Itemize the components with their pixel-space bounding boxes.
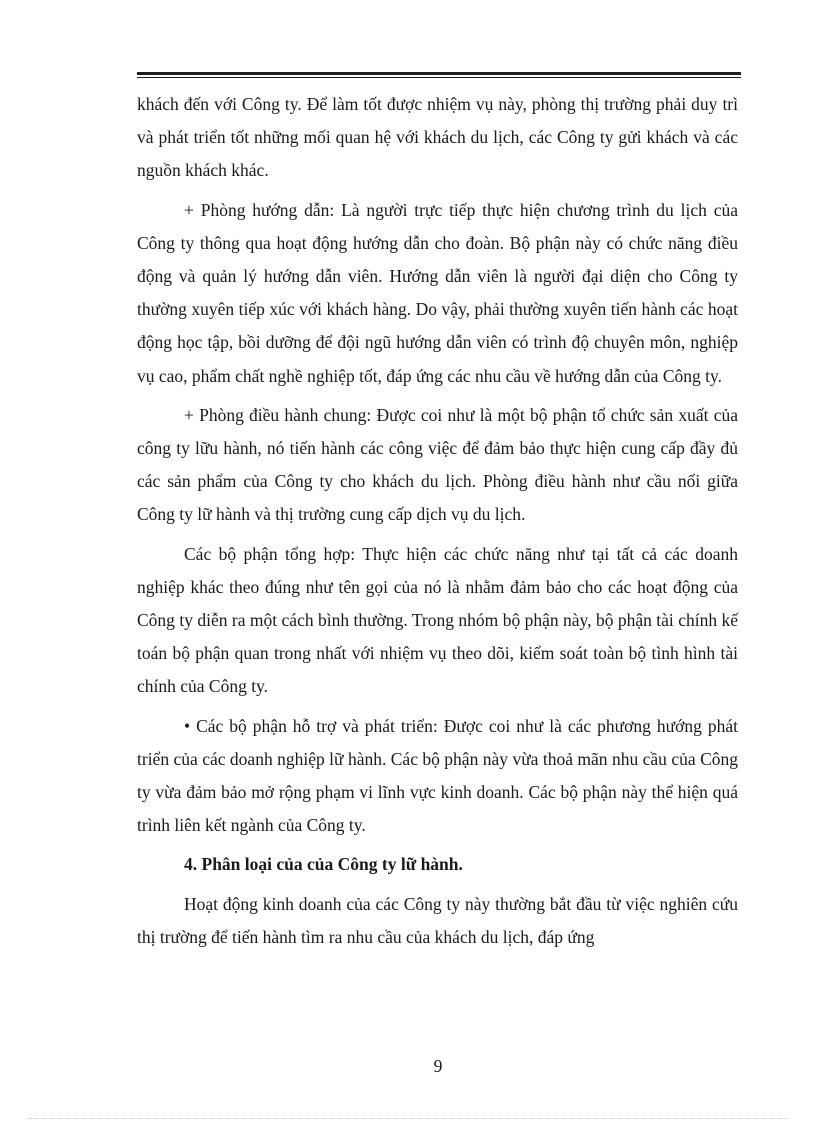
page-number: 9 <box>433 1056 443 1076</box>
header-rule-thin <box>137 77 741 78</box>
paragraph-operations-department: + Phòng điều hành chung: Được coi như là một bộ phận tổ chức sản xuất của công ty lữu hành, nó tiến hành các công việc để đảm bảo thực hiện cung cấp đầy đủ các sản phẩm của Công ty cho khách du lịch. Phòng điều hành như cầu nối giữa Công ty lữ hành và thị trường cung cấp dịch vụ du lịch. <box>137 404 738 525</box>
paragraph-guide-department: + Phòng hướng dẫn: Là người trực tiếp thực hiện chương trình du lịch của Công ty thông qua hoạt động hướng dẫn cho đoàn. Bộ phận này có chức năng điều động và quản lý hướng dẫn viên. Hướng dẫn viên là người đại diện cho Công ty thường xuyên tiếp xúc với khách hàng. Do vậy, phải thường xuyên tiến hành các hoạt động học tập, bồi dưỡng để đội ngũ hướng dẫn viên có trình độ chuyên môn, nghiệp vụ cao, phẩm chất nghề nghiệp tốt, đáp ứng các nhu cầu về hướng dẫn của Công ty. <box>137 199 738 386</box>
paragraph-business-activity: Hoạt động kinh doanh của các Công ty này thường bắt đầu từ việc nghiên cứu thị trường để tiến hành tìm ra nhu cầu của khách du lịch, đáp ứng <box>137 893 738 947</box>
section-heading: 4. Phân loại của của Công ty lữ hành. <box>184 854 463 875</box>
paragraph-general-departments: Các bộ phận tổng hợp: Thực hiện các chức năng như tại tất cả các doanh nghiệp khác theo đúng như tên gọi của nó là nhằm đảm bảo cho các hoạt động của Công ty diễn ra một cách bình thường. Trong nhóm bộ phận này, bộ phận tài chính kế toán bộ phận quan trong nhất với nhiệm vụ theo dõi, kiểm soát toàn bộ tình hình tài chính của Công ty. <box>137 543 738 697</box>
paragraph-continuation: khách đến với Công ty. Để làm tốt được nhiệm vụ này, phòng thị trường phải duy trì và phát triển tốt những mối quan hệ với khách du lịch, các Công ty gửi khách và các nguồn khách khác. <box>137 94 738 181</box>
page-bottom-dotted-border <box>28 1118 788 1119</box>
document-body <box>137 88 738 954</box>
paragraph-support-departments: • Các bộ phận hỗ trợ và phát triển: Được coi như là các phương hướng phát triển của các doanh nghiệp lữ hành. Các bộ phận này vừa thoả mãn nhu cầu của Công ty vừa đảm bảo mở rộng phạm vi lĩnh vực kinh doanh. Các bộ phận này thể hiện quá trình liên kết ngành của Công ty. <box>137 715 738 836</box>
header-rule-thick <box>137 72 741 75</box>
